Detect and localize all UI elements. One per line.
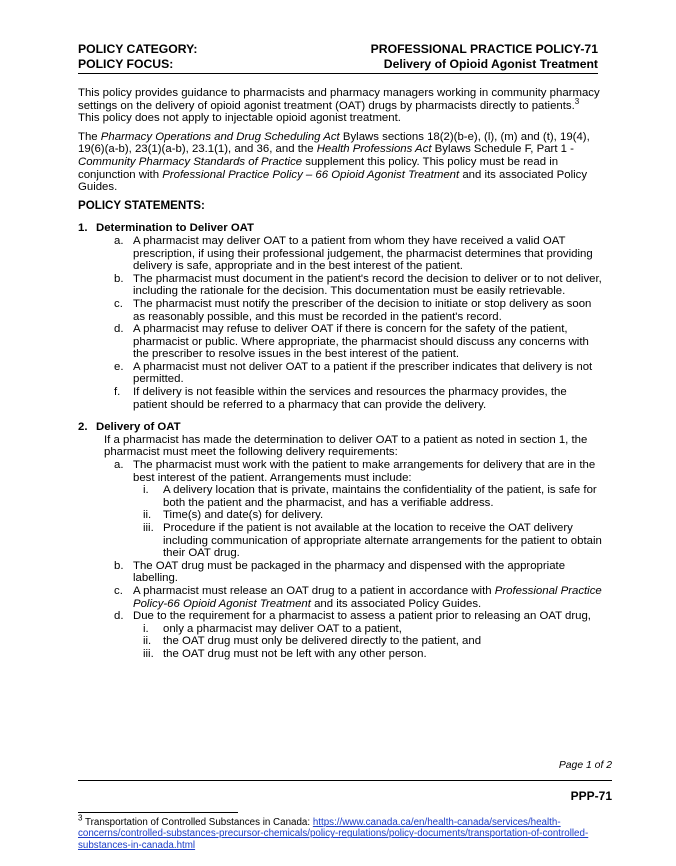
intro-paragraph-2: The Pharmacy Operations and Drug Scheduling Act Bylaws sections 18(2)(b-e), (l), (m) and (t), 19(4), 19(6)(a-b), 23(1)(a-b), 23.1(1), and 36, and the Health Professions Act Bylaws Schedule F, Part 1 - Community Pharmacy Standards of Practice supplement this policy. This policy must be read in conjunction with Professional Practice Policy – 66 Opioid Agonist Treatment and its associated Policy Guides. bbox=[78, 130, 590, 194]
sub-list-item: ii. the OAT drug must only be delivered directly to the patient, and bbox=[143, 635, 482, 648]
focus-value: Delivery of Opioid Agonist Treatment bbox=[383, 57, 598, 71]
list-item: b. The OAT drug must be packaged in the pharmacy and dispensed with the appropriate labelling. bbox=[114, 559, 566, 585]
category-value: PROFESSIONAL PRACTICE POLICY-71 bbox=[370, 42, 598, 56]
section-2-intro: If a pharmacist has made the determination to deliver OAT to a patient as noted in section 1, the pharmacist must meet the following delivery requirements: bbox=[104, 433, 588, 459]
page-number: Page 1 of 2 bbox=[558, 760, 612, 771]
footnote-link[interactable]: https://www.canada.ca/en/health-canada/services/health-concerns/controlled-substances-precursor-chemicals/policy-regulations/policy-documents/transportation-of-controlled-substances-in-canada.html bbox=[78, 817, 589, 851]
list-item: d. Due to the requirement for a pharmacist to assess a patient prior to releasing an OAT drug, bbox=[114, 610, 591, 623]
list-item: b. The pharmacist must document in the patient's record the decision to deliver or to not deliver, including the rationale for the decision. This documentation must be easily retrievable. bbox=[114, 272, 602, 298]
sub-list-item: ii. Time(s) and date(s) for delivery. bbox=[143, 509, 324, 522]
section-2-heading: 2. Delivery of OAT bbox=[78, 421, 181, 434]
footnote-ref: 3 bbox=[574, 96, 580, 106]
policy-body bbox=[78, 87, 602, 661]
list-item: d. A pharmacist may refuse to deliver OAT if there is concern for the safety of the patient, pharmacist or public. Where appropriate, the pharmacist should discuss any concerns with the prescriber to resolve issues in the best interest of the patient. bbox=[114, 323, 589, 361]
sub-list-item: i. A delivery location that is private, maintains the confidentiality of the patient, is safe for both the patient and the pharmacist, and has a verifiable address. bbox=[143, 484, 597, 509]
sub-list-item: iii. the OAT drug must not be left with any other person. bbox=[143, 647, 427, 660]
intro-paragraph-1: This policy provides guidance to pharmacists and pharmacy managers working in community pharmacy settings on the delivery of opioid agonist treatment (OAT) drugs by pharmacists directly to patients.$^3$ This policy does not apply to injectable opioid agonist treatment. bbox=[78, 87, 600, 125]
list-item: c. The pharmacist must notify the prescriber of the decision to initiate or stop delivery as soon as reasonably possible, and this must be recorded in the patient's record. bbox=[114, 297, 592, 323]
category-label: POLICY CATEGORY: bbox=[78, 42, 198, 56]
section-1-heading: 1. Determination to Deliver OAT bbox=[78, 222, 255, 235]
list-item: a. The pharmacist must work with the patient to make arrangements for delivery that are in the best interest of the patient. Arrangements must include: bbox=[114, 459, 596, 484]
list-item: a. A pharmacist may deliver OAT to a patient from whom they have received a valid OAT prescription, if using their professional judgement, the pharmacist determines that providing delivery is safe, appropriate and in the best interest of the patient. bbox=[114, 234, 593, 273]
footer-divider bbox=[78, 780, 612, 781]
focus-label: POLICY FOCUS: bbox=[78, 57, 174, 71]
footnote-divider bbox=[78, 812, 238, 813]
footnote: $^3$ Transportation of Controlled Substances in Canada: https://www.canada.ca/en/health-canada/services/health-concerns/controlled-substances-precursor-chemicals/policy-regulations/policy-documents/transportation-of-controlled-substances-in-canada.html bbox=[78, 813, 589, 851]
list-item: c. A pharmacist must release an OAT drug to a patient in accordance with Professional Practice Policy-66 Opioid Agonist Treatment and its associated Policy Guides. bbox=[114, 584, 602, 610]
list-item: f. If delivery is not feasible within the services and resources the pharmacy provides, the patient should be referred to a pharmacy that can provide the delivery. bbox=[114, 386, 567, 411]
policy-header bbox=[78, 42, 598, 72]
policy-code: PPP-71 bbox=[570, 789, 612, 803]
header-divider bbox=[78, 73, 598, 74]
list-item: e. A pharmacist must not deliver OAT to a patient if the prescriber indicates that delivery is not permitted. bbox=[114, 360, 593, 386]
policy-statements-heading: POLICY STATEMENTS: bbox=[78, 198, 205, 212]
sub-list-item: iii. Procedure if the patient is not available at the location to receive the OAT delivery including communication of appropriate alternate arrangements for the patient to obtain their OAT drug. bbox=[143, 522, 602, 560]
sub-list-item: i. only a pharmacist may deliver OAT to a patient, bbox=[143, 622, 402, 635]
